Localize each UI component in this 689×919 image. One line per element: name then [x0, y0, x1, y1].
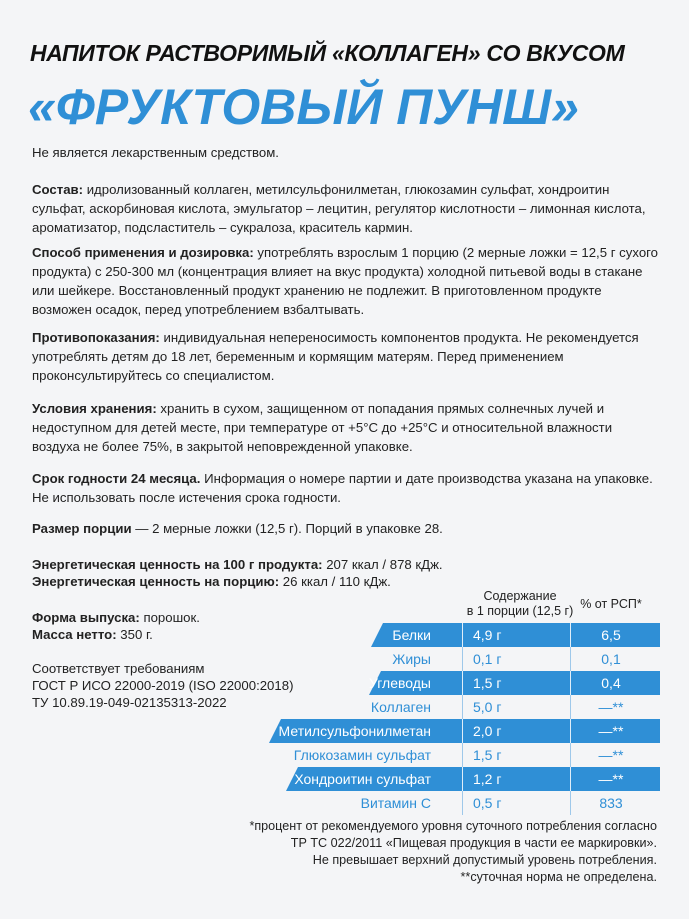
composition: [32, 180, 662, 237]
energy-portion-value: 26 ккал / 110 кДж.: [279, 574, 391, 589]
table-row: [0, 767, 660, 791]
nutrient-amount: 0,5 г: [473, 795, 502, 811]
portion-label: Размер порции: [32, 521, 132, 536]
nutrient-name: Метилсульфонилметан: [278, 723, 431, 739]
compliance-line1: Соответствует требованиям: [32, 661, 205, 676]
product-title-flavor: «ФРУКТОВЫЙ ПУНШ»: [28, 79, 579, 135]
table-row: [0, 695, 660, 719]
nutrient-amount: 2,0 г: [473, 723, 502, 739]
column-divider: [570, 743, 571, 767]
table-header-content-l1: Содержание: [483, 589, 557, 603]
nutrient-name: Коллаген: [370, 699, 431, 715]
energy-100-label: Энергетическая ценность на 100 г продукта:: [32, 557, 323, 572]
shelf-life-text: Информация о номере партии и дате производства указана на упаковке. Не использовать после истечения срока годности.: [32, 471, 653, 505]
compliance-line3: ТУ 10.89.19-049-02135313-2022: [32, 695, 227, 710]
nutrient-name: Глюкозамин сульфат: [293, 747, 431, 763]
nutrient-rsp-percent: —**: [598, 771, 624, 787]
form-value: порошок.: [139, 610, 200, 625]
footnote-not-defined: **суточная норма не определена.: [460, 870, 657, 884]
composition-text: идролизованный коллаген, метилсульфонилметан, глюкозамин сульфат, хондроитин сульфат, аскорбиновая кислота, эмульгатор – лецитин, регулятор кислотности – лимонная кислота, ароматизатор, подсластитель – сукралоза, краситель кармин.: [32, 182, 646, 235]
nutrient-rsp-percent: —**: [598, 747, 624, 763]
storage-label: Условия хранения:: [32, 401, 157, 416]
table-header-rsp: % от РСП*: [580, 597, 642, 611]
column-divider: [462, 791, 463, 815]
contraindications-label: Противопоказания:: [32, 330, 160, 345]
column-divider: [462, 671, 463, 695]
energy-per-100g: [32, 556, 662, 574]
nutrient-rsp-percent: 0,4: [601, 675, 621, 691]
nutrient-rsp-percent: 833: [599, 795, 623, 811]
usage-label: Способ применения и дозировка:: [32, 245, 254, 260]
storage-text: хранить в сухом, защищенном от попадания прямых солнечных лучей и недоступном для детей месте, при температуре от +5°C до +25°C и относительной влажности воздуха не более 75%, в закрытой неповрежденной упаковке.: [32, 401, 613, 454]
column-divider: [570, 623, 571, 647]
column-divider: [570, 767, 571, 791]
column-divider: [570, 671, 571, 695]
table-row: [0, 671, 660, 695]
mass-value: 350 г.: [116, 627, 153, 642]
nutrient-amount: 1,5 г: [473, 675, 502, 691]
compliance-line2: ГОСТ Р ИСО 22000-2019 (ISO 22000:2018): [32, 678, 294, 693]
nutrient-amount: 5,0 г: [473, 699, 502, 715]
nutrient-amount: 0,1 г: [473, 651, 502, 667]
contraindications: [32, 328, 662, 385]
table-row: [0, 647, 660, 671]
nutrient-name: Жиры: [392, 651, 431, 667]
nutrient-amount: 1,5 г: [473, 747, 502, 763]
mass-label: Масса нетто:: [32, 627, 117, 642]
table-row: [0, 623, 660, 647]
column-divider: [462, 767, 463, 791]
medicine-notice: Не является лекарственным средством.: [32, 145, 279, 160]
contraindications-text: индивидуальная непереносимость компонентов продукта. Не рекомендуется употреблять детям до 18 лет, беременным и кормящим матерям. Перед применением проконсультируйтесь со специалистом.: [32, 330, 639, 383]
energy-100-value: 207 ккал / 878 кДж.: [322, 557, 443, 572]
usage: [32, 243, 662, 319]
column-divider: [570, 647, 571, 671]
table-row: [0, 743, 660, 767]
footnote-rsp: *процент от рекомендуемого уровня суточного потребления согласно: [249, 819, 657, 833]
nutrient-name: Витамин С: [360, 795, 431, 811]
portion-size: [32, 519, 662, 538]
nutrient-name: Белки: [392, 627, 431, 643]
table-header-content: [445, 589, 595, 619]
storage: [32, 399, 662, 456]
energy-per-portion: [32, 573, 662, 591]
nutrient-rsp-percent: —**: [598, 723, 624, 739]
usage-text: употреблять взрослым 1 порцию (2 мерные ложки = 12,5 г сухого продукта) с 250-300 мл (концентрация влияет на вкус продукта) холодной питьевой воды в стакане или шейкере. Восстановленный продукт хранению не подлежит. В приготовленном продукте возможен осадок, перед употреблением взбалтывать.: [32, 245, 659, 317]
composition-label: Состав:: [32, 182, 84, 197]
shelf-life-label: Срок годности 24 месяца.: [32, 471, 201, 486]
footnote-upper-limit: Не превышает верхний допустимый уровень потребления.: [312, 853, 657, 867]
table-row: [0, 719, 660, 743]
column-divider: [462, 719, 463, 743]
table-header-content-l2: в 1 порции (12,5 г): [466, 604, 574, 618]
shelf-life: [32, 469, 662, 507]
column-divider: [462, 743, 463, 767]
product-title-line1: НАПИТОК РАСТВОРИМЫЙ «КОЛЛАГЕН» СО ВКУСОМ: [30, 40, 625, 66]
energy-portion-label: Энергетическая ценность на порцию:: [32, 574, 280, 589]
column-divider: [570, 695, 571, 719]
column-divider: [462, 647, 463, 671]
column-divider: [570, 791, 571, 815]
column-divider: [462, 623, 463, 647]
column-divider: [570, 719, 571, 743]
nutrient-amount: 4,9 г: [473, 627, 502, 643]
portion-text: — 2 мерные ложки (12,5 г). Порций в упаковке 28.: [131, 521, 443, 536]
table-row: [0, 791, 660, 815]
nutrient-name: Хондроитин сульфат: [294, 771, 431, 787]
nutrient-rsp-percent: 0,1: [601, 651, 621, 667]
column-divider: [462, 695, 463, 719]
nutrient-amount: 1,2 г: [473, 771, 502, 787]
nutrient-name: Углеводы: [368, 675, 431, 691]
nutrient-rsp-percent: —**: [598, 699, 624, 715]
nutrient-rsp-percent: 6,5: [601, 627, 621, 643]
form-label: Форма выпуска:: [32, 610, 140, 625]
footnote-regulation: ТР ТС 022/2011 «Пищевая продукция в части ее маркировки».: [290, 836, 657, 850]
